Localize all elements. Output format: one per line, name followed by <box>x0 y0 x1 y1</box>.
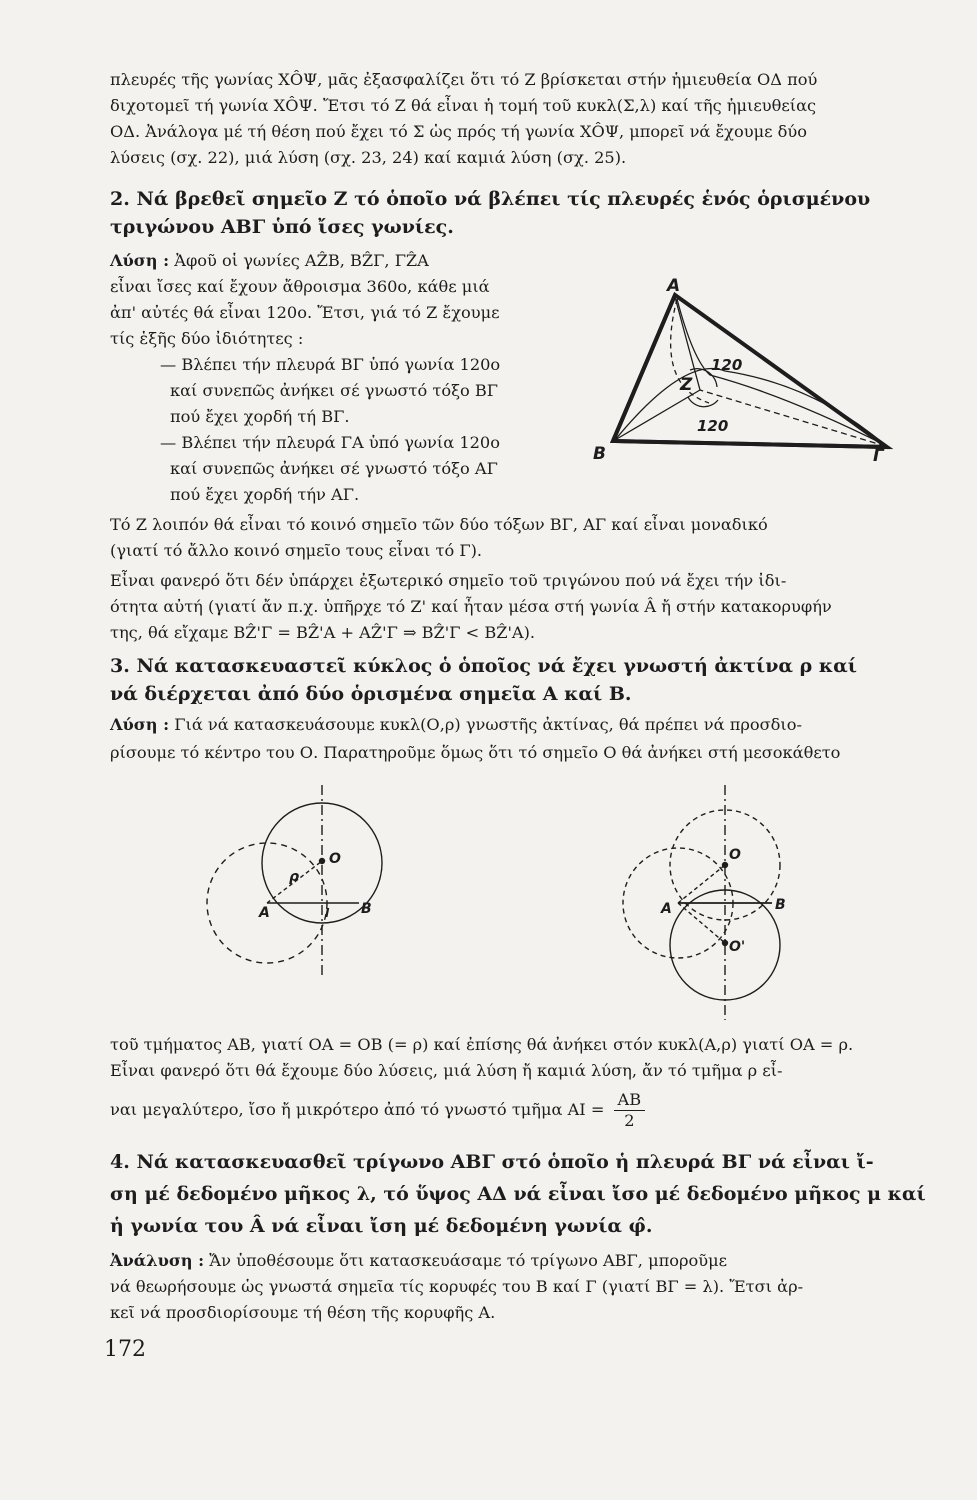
problem-3-heading: νά διέρχεται ἀπό δύο ὁρισμένα σημεῖα Α καί Β. <box>110 683 632 705</box>
label-o-right: O <box>729 847 741 863</box>
solution-line: ρίσουμε τό κέντρο του Ο. Παρατηροῦμε ὅμως ὅτι τό σημεῖο Ο θά ἀνήκει στή μεσοκάθετο <box>110 743 841 762</box>
circles-figure <box>185 785 815 1025</box>
label-g: Γ <box>873 446 884 465</box>
conclusion-line: (γιατί τό ἄλλο κοινό σημεῖο τους εἶναι τό Γ). <box>110 541 483 560</box>
conclusion-line: Τό Ζ λοιπόν θά εἶναι τό κοινό σημεῖο τῶν δύο τόξων ΒΓ, ΑΓ καί εἶναι μοναδικό <box>110 515 768 534</box>
center-o-right <box>723 863 728 868</box>
label-a: A <box>667 276 681 296</box>
label-i-left: I <box>325 906 330 920</box>
paragraph-line: λύσεις (σχ. 22), μιά λύση (σχ. 23, 24) καί καμιά λύση (σχ. 25). <box>110 148 627 167</box>
problem-2-heading: 2. Νά βρεθεῖ σημεῖο Ζ τό ὁποῖο νά βλέπει τίς πλευρές ἑνός ὁρισμένου <box>110 188 871 210</box>
triangle-figure <box>585 275 905 465</box>
bullet-line: — Βλέπει τήν πλευρά ΓΑ ὑπό γωνία 120ο <box>160 433 500 452</box>
problem-4-heading: ση μέ δεδομένο μῆκος λ, τό ὕψος ΑΔ νά εἶναι ἴσο μέ δεδομένο μῆκος μ καί <box>110 1183 926 1205</box>
solution-text: Ἀφοῦ οἱ γωνίες ΑẐΒ, ΒẐΓ, ΓẐΑ <box>169 251 429 270</box>
solution-line: τίς ἑξῆς δύο ἰδιότητες : <box>110 329 304 348</box>
triangle-side-ab-bg <box>613 295 887 447</box>
label-o-left: O <box>329 851 341 867</box>
solution-line: εἶναι ἴσες καί ἔχουν ἄθροισμα 360ο, κάθε μιά <box>110 277 490 296</box>
label-b-left: B <box>361 901 372 917</box>
angle-label-1: 120 <box>711 356 743 374</box>
label-rho-left: ρ <box>289 869 300 885</box>
angle-arc-2 <box>688 397 718 407</box>
triangle-outline <box>613 295 887 447</box>
problem-4-heading: 4. Νά κατασκευασθεῖ τρίγωνο ΑΒΓ στό ὁποῖο ἡ πλευρά ΒΓ νά εἶναι ἴ- <box>110 1151 874 1173</box>
label-oprime-right: O' <box>729 939 746 955</box>
angle-label-2: 120 <box>697 417 729 435</box>
solution-line <box>110 248 560 274</box>
solution-line <box>110 712 920 738</box>
fraction <box>614 1090 646 1131</box>
paragraph-text: ναι μεγαλύτερο, ἴσο ἤ μικρότερο ἀπό τό γνωστό τμῆμα ΑΙ = <box>110 1100 605 1119</box>
analysis-line <box>110 1248 920 1274</box>
bullet-line: καί συνεπῶς ἀνήκει σέ γνωστό τόξο ΑΓ <box>170 459 498 478</box>
label-b-right: B <box>775 897 786 913</box>
page-number: 172 <box>104 1337 146 1362</box>
note-line: της, θά εἴχαμε ΒẐ'Γ = ΒẐ'Α + ΑẐ'Γ ⇒ ΒẐ'Γ < ΒẐ'Α). <box>110 623 536 642</box>
fraction-numerator: ΑΒ <box>614 1090 646 1111</box>
bullet-line: — Βλέπει τήν πλευρά ΒΓ ὑπό γωνία 120ο <box>160 355 501 374</box>
label-a-right: A <box>661 901 672 917</box>
label-b: B <box>593 444 606 464</box>
fraction-denominator: 2 <box>624 1111 635 1130</box>
note-line: Εἶναι φανερό ὅτι δέν ὑπάρχει ἐξωτερικό σημεῖο τοῦ τριγώνου πού νά ἔχει τήν ἰδι- <box>110 571 787 590</box>
bullet-line: καί συνεπῶς ἀνήκει σέ γνωστό τόξο ΒΓ <box>170 381 499 400</box>
bullet-line: πού ἔχει χορδή τήν ΑΓ. <box>170 485 360 504</box>
radius-right-up <box>678 865 725 903</box>
radius-right-down <box>678 903 725 943</box>
solution-label: Λύση : <box>110 251 170 270</box>
analysis-line: κεῖ νά προσδιορίσουμε τή θέση τῆς κορυφῆς Α. <box>110 1303 496 1322</box>
label-z: Z <box>680 375 693 395</box>
analysis-line: νά θεωρήσουμε ὡς γνωστά σημεῖα τίς κορυφές του Β καί Γ (γιατί ΒΓ = λ). Ἔτσι ἀρ- <box>110 1277 804 1296</box>
problem-4-heading: ἡ γωνία του Â νά εἶναι ἴση μέ δεδομένη γωνία φ̂. <box>110 1215 653 1237</box>
solution-label: Λύση : <box>110 715 170 734</box>
problem-2-heading: τριγώνου ΑΒΓ ὑπό ἴσες γωνίες. <box>110 216 454 238</box>
paragraph-line: ΟΔ. Ἀνάλογα μέ τή θέση πού ἔχει τό Σ ὡς πρός τή γωνία ΧÔΨ, μπορεῖ νά ἔχουμε δύο <box>110 122 807 141</box>
analysis-text: Ἄν ὑποθέσουμε ὅτι κατασκευάσαμε τό τρίγωνο ΑΒΓ, μποροῦμε <box>204 1251 727 1270</box>
paragraph-line: διχοτομεῖ τή γωνία ΧÔΨ. Ἔτσι τό Ζ θά εἶναι ἡ τομή τοῦ κυκλ(Σ,λ) καί τῆς ἡμιευθείας <box>110 96 817 115</box>
label-a-left: A <box>259 905 270 921</box>
solution-line: ἀπ' αὐτές θά εἶναι 120ο. Ἔτσι, γιά τό Ζ ἔχουμε <box>110 303 500 322</box>
analysis-label: Ἀνάλυση : <box>110 1251 205 1270</box>
center-oprime-right <box>723 941 728 946</box>
paragraph-line: πλευρές τῆς γωνίας ΧÔΨ, μᾶς ἐξασφαλίζει ὅτι τό Ζ βρίσκεται στήν ἡμιευθεία ΟΔ πού <box>110 70 818 89</box>
paragraph-line: Εἶναι φανερό ὅτι θά ἔχουμε δύο λύσεις, μιά λύση ἤ καμιά λύση, ἄν τό τμῆμα ρ εἶ- <box>110 1061 783 1080</box>
segment-bz <box>615 390 700 440</box>
note-line: ότητα αὐτή (γιατί ἄν π.χ. ὑπῆρχε τό Ζ' καί ἦταν μέσα στή γωνία Â ἤ στήν κατακορυφήν <box>110 597 832 616</box>
center-o-left <box>320 859 325 864</box>
problem-3-heading: 3. Νά κατασκευαστεῖ κύκλος ὁ ὁποῖος νά ἔχει γνωστή ἀκτίνα ρ καί <box>110 655 857 677</box>
paragraph-line <box>110 1088 920 1132</box>
solution-text: Γιά νά κατασκευάσουμε κυκλ(Ο,ρ) γνωστῆς ἀκτίνας, θά πρέπει νά προσδιο- <box>169 715 802 734</box>
paragraph-line: τοῦ τμήματος ΑΒ, γιατί ΟΑ = ΟΒ (= ρ) καί ἐπίσης θά ἀνήκει στόν κυκλ(Α,ρ) γιατί ΟΑ = ρ. <box>110 1035 854 1054</box>
bullet-line: πού ἔχει χορδή τή ΒΓ. <box>170 407 350 426</box>
